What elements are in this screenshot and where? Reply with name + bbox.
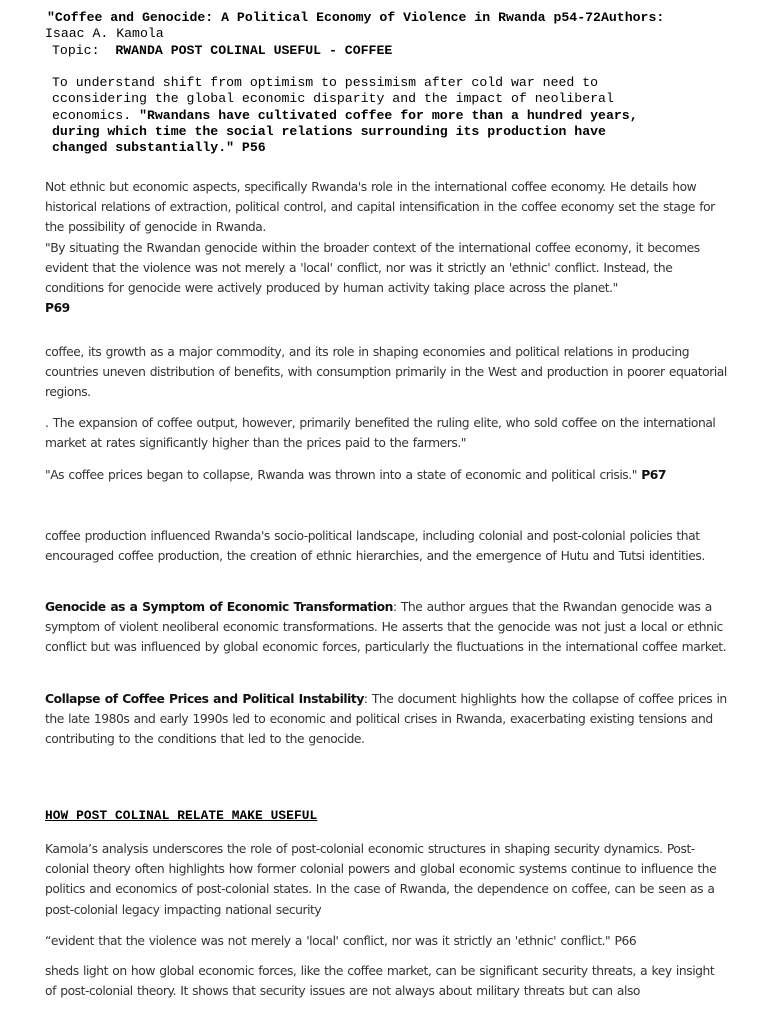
intro-line-3 xyxy=(52,108,638,124)
header-title-line: "Coffee and Genocide: A Political Economy of Violence in Rwanda p54-72Authors: xyxy=(47,10,665,25)
intro-quote-line-5: changed substantially." P56 xyxy=(52,140,266,156)
intro-line-3-plain: economics. xyxy=(52,107,132,123)
paragraph-collapse-instability xyxy=(45,689,729,750)
intro-line-2: cconsidering the global economic disparity and the impact of neoliberal xyxy=(52,91,614,107)
intro-quote-start: "Rwandans have cultivated coffee for more than a hundred years, xyxy=(139,107,638,123)
header-topic-line xyxy=(52,43,392,59)
paragraph-heading: Genocide as a Symptom of Economic Transformation xyxy=(45,600,393,614)
paragraph-coffee-output: . The expansion of coffee output, however, primarily benefited the ruling elite, who sold coffee on the international market at rates significantly higher than the prices paid to the farmers." xyxy=(45,416,716,451)
intro-line-1: To understand shift from optimism to pessimism after cold war need to xyxy=(52,75,599,90)
paragraph-text: : The author argues that the Rwandan genocide was a symptom of violent neoliberal economic transformations. He asserts that the genocide was not just a local or ethnic conflict but was influenced by global economic forces, particularly the fluctuations in the international coffee market. xyxy=(45,600,727,655)
quote-text: "As coffee prices began to collapse, Rwanda was thrown into a state of economic and political crisis." xyxy=(45,468,637,482)
paragraph-text: Not ethnic but economic aspects, specifically Rwanda's role in the international coffee economy. He details how historical relations of extraction, political control, and capital intensification in the coffee economy set the stage for the possibility of genocide in Rwanda. xyxy=(45,180,715,235)
page-reference: P67 xyxy=(641,468,666,482)
paragraph-global-forces: sheds light on how global economic forces, like the coffee market, can be significant security threats, a key insight of post-colonial theory. It shows that security issues are not always about military threats but can also xyxy=(45,964,715,999)
paragraph-price-collapse-quote xyxy=(45,465,729,485)
intro-quote-line-4: during which time the social relations surrounding its production have xyxy=(52,123,606,139)
paragraph-coffee-commodity: coffee, its growth as a major commodity, and its role in shaping economies and political relations in producing countries uneven distribution of benefits, with consumption primarily in the West and production in poorer equatorial regions. xyxy=(45,345,727,400)
paragraph-evident-quote: “evident that the violence was not merely a 'local' conflict, nor was it strictly an 'ethnic' conflict." P66 xyxy=(45,934,637,948)
page-reference: P69 xyxy=(45,301,70,316)
paragraph-genocide-symptom xyxy=(45,597,729,658)
paragraph-economic-aspects xyxy=(45,177,729,318)
section-heading: HOW POST COLINAL RELATE MAKE USEFUL xyxy=(45,808,318,823)
quote-text: "By situating the Rwandan genocide within the broader context of the international coffee economy, it becomes evident that the violence was not merely a 'local' conflict, nor was it strictly an 'ethnic' conflict. Instead, the conditions for genocide were actively produced by human activity taking place across the planet." xyxy=(45,240,700,296)
paragraph-text: : The document highlights how the collapse of coffee prices in the late 1980s and early 1990s led to economic and political crises in Rwanda, exacerbating existing tensions and contributing to the conditions that led to the genocide. xyxy=(45,692,727,747)
topic-label: Topic: xyxy=(52,43,100,58)
topic-value: RWANDA POST COLINAL USEFUL - COFFEE xyxy=(115,43,393,58)
paragraph-kamola-analysis: Kamola’s analysis underscores the role of post-colonial economic structures in shaping security dynamics. Post-colonial theory often highlights how former colonial powers and global economic systems continue to influence the politics and economics of post-colonial states. In the case of Rwanda, the dependence on coffee, can be seen as a post-colonial legacy impacting national security xyxy=(45,842,717,917)
paragraph-heading: Collapse of Coffee Prices and Political Instability xyxy=(45,692,364,706)
intro-quote-block xyxy=(52,75,638,156)
header-author-line: Isaac A. Kamola xyxy=(45,26,164,41)
paragraph-socio-political: coffee production influenced Rwanda's socio-political landscape, including colonial and post-colonial policies that encouraged coffee production, the creation of ethnic hierarchies, and the emergence of Hutu and Tutsi identities. xyxy=(45,529,705,564)
